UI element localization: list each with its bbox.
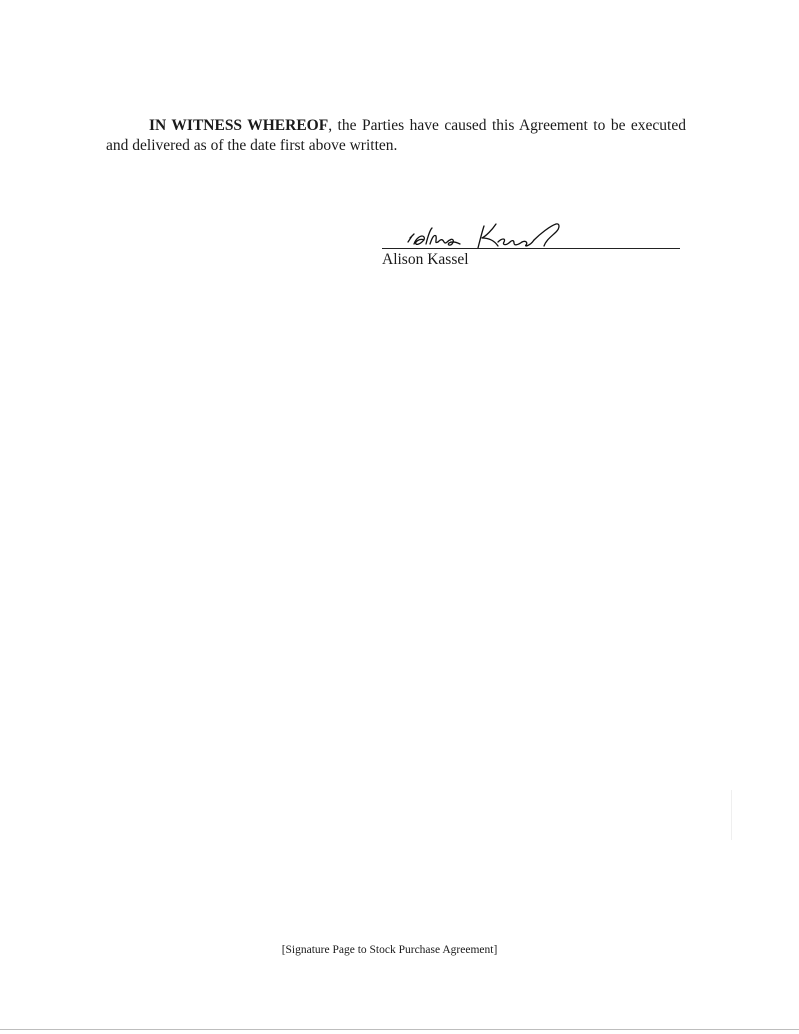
witness-text: , the Parties have caused this Agreement to be executed and delivered as of the date first above written. bbox=[106, 117, 686, 154]
page-footer: [Signature Page to Stock Purchase Agreement] bbox=[281, 944, 498, 956]
witness-paragraph bbox=[106, 116, 686, 156]
signature-line bbox=[382, 248, 680, 249]
handwritten-signature bbox=[400, 218, 570, 252]
signature-block bbox=[382, 218, 680, 268]
page-bottom-edge bbox=[0, 1029, 799, 1030]
signer-name: Alison Kassel bbox=[382, 251, 469, 268]
witness-heading: IN WITNESS WHEREOF bbox=[149, 117, 329, 134]
scan-artifact bbox=[731, 790, 732, 840]
